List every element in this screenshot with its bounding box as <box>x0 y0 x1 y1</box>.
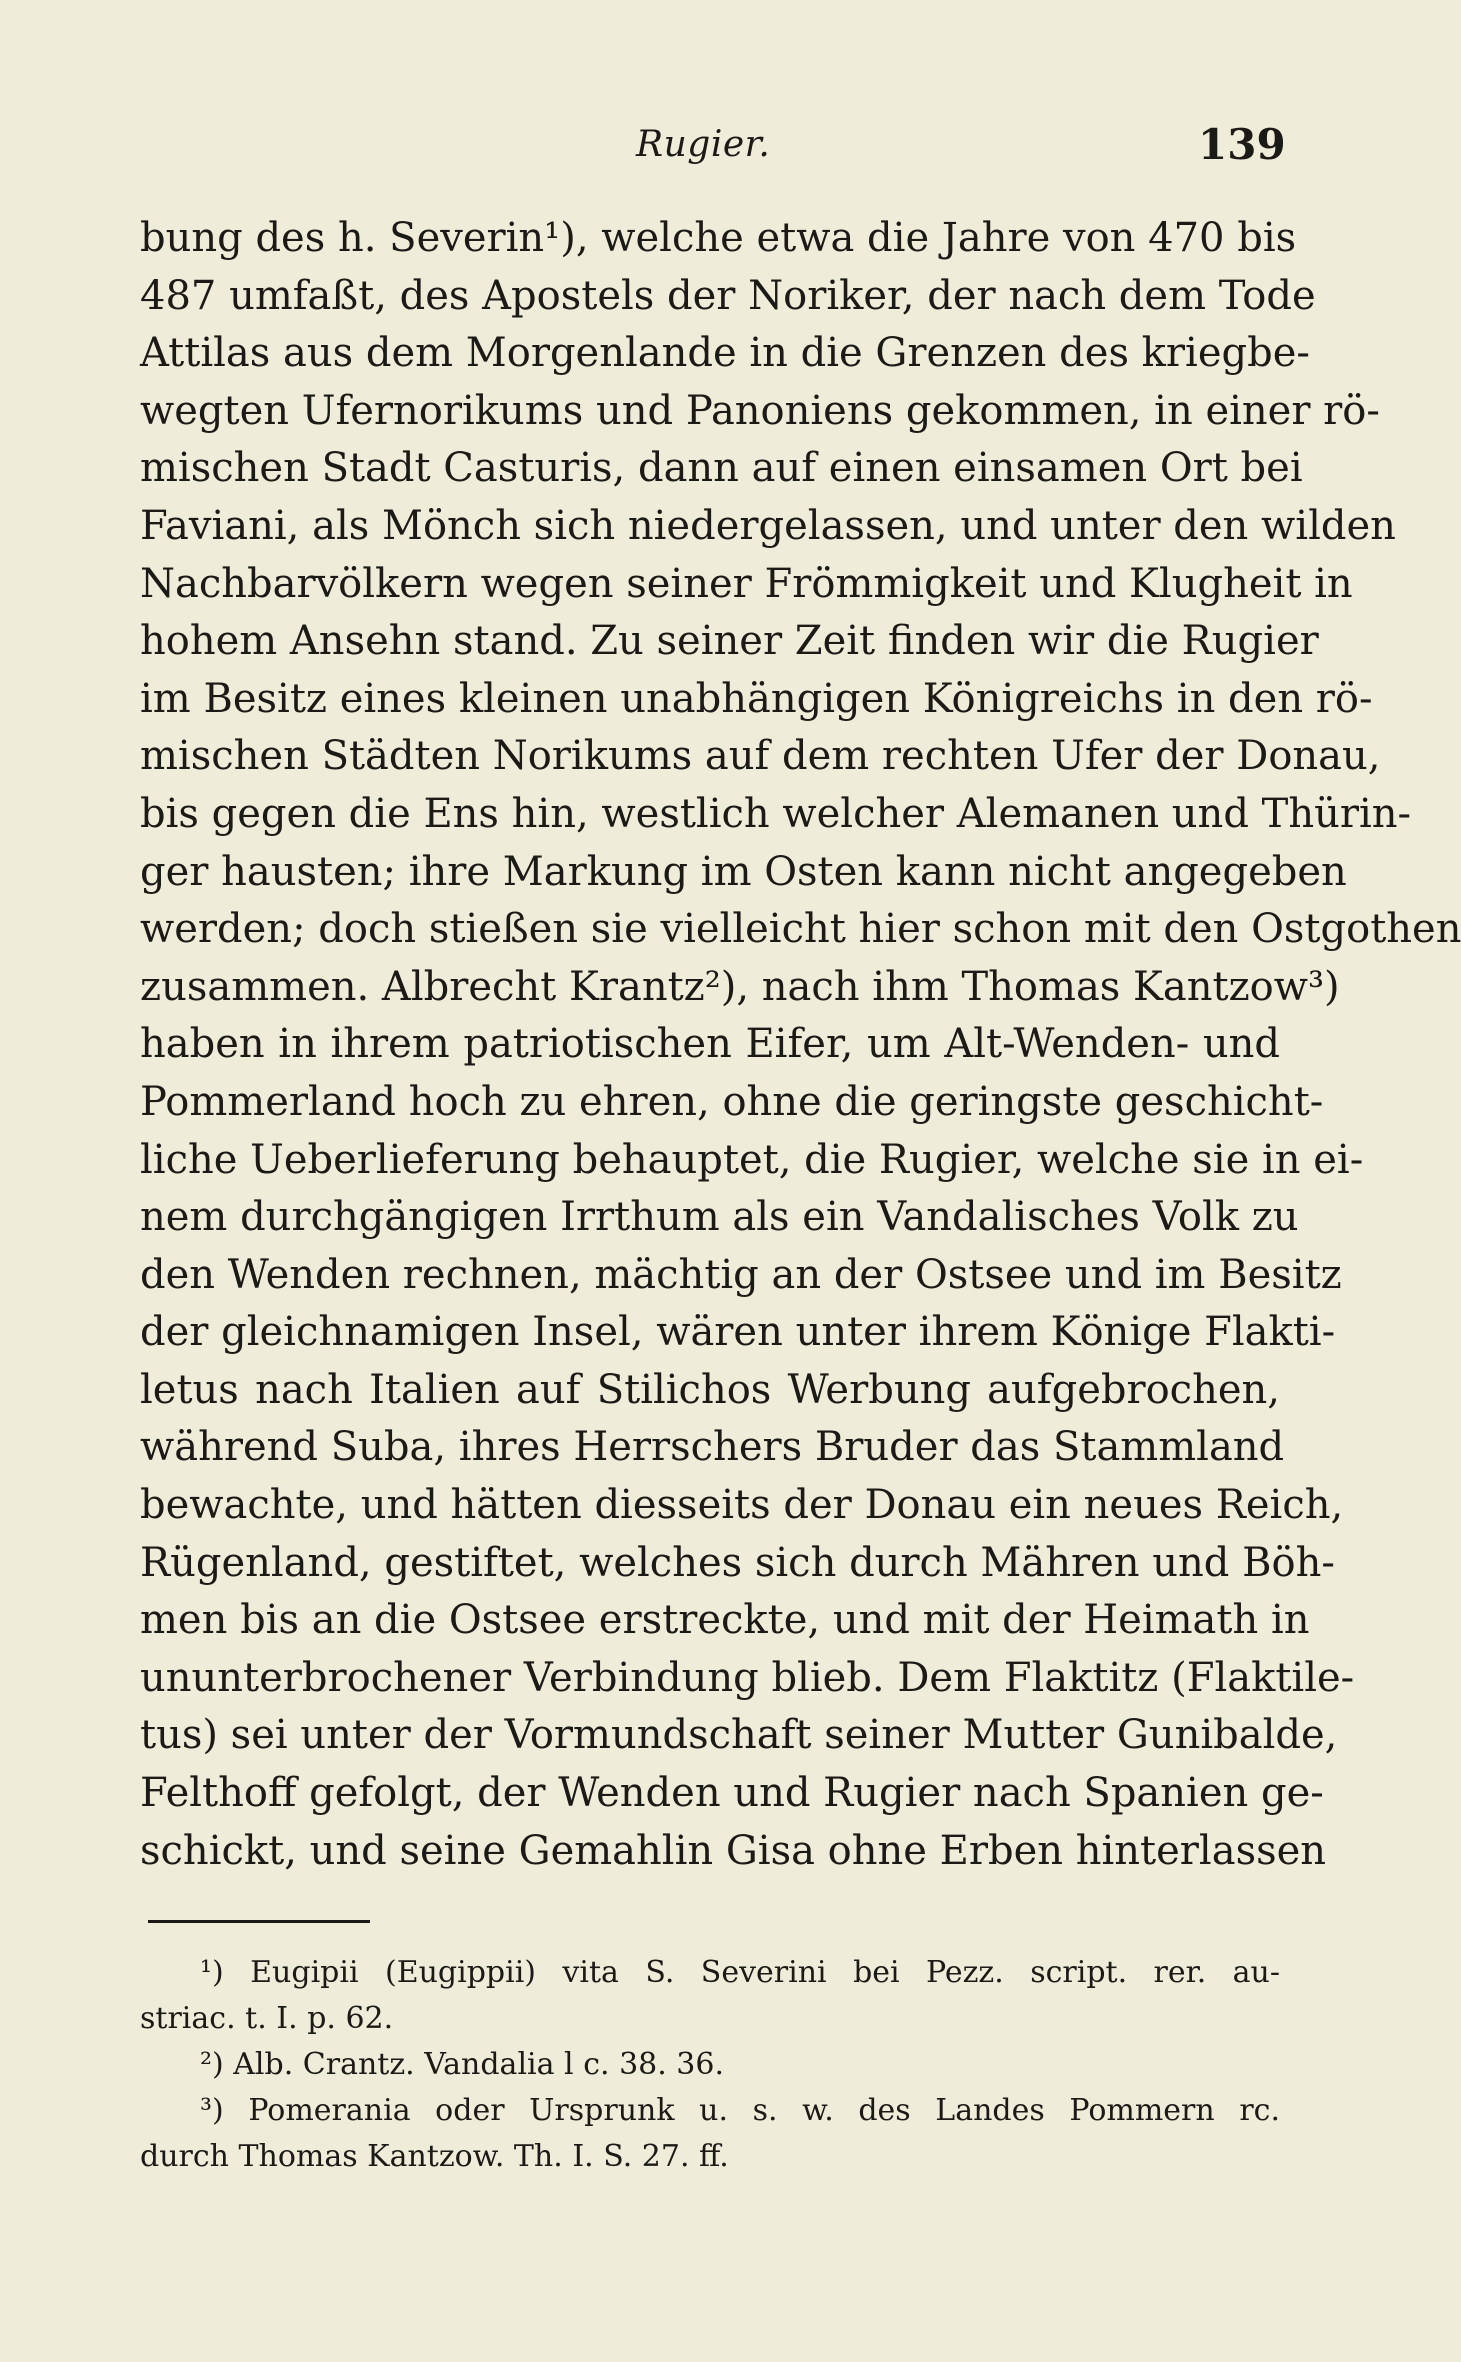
footnote-1-continued: striac. t. I. p. 62. <box>140 2001 394 2036</box>
footnote-1: ¹) Eugipii (Eugippii) vita S. Severini bei Pezz. script. rer. au- <box>200 1955 1280 1990</box>
text-line: schickt, und seine Gemahlin Gisa ohne Erben hinterlassen <box>140 1827 1327 1874</box>
text-line: liche Ueberlieferung behauptet, die Rugier, welche sie in ei- <box>140 1136 1364 1183</box>
body-text <box>140 210 1461 1880</box>
text-line: haben in ihrem patriotischen Eifer, um Alt-Wenden- und <box>140 1021 1280 1068</box>
text-line: hohem Ansehn stand. Zu seiner Zeit finden wir die Rugier <box>140 618 1319 665</box>
text-line: bewachte, und hätten diesseits der Donau ein neues Reich, <box>140 1482 1344 1529</box>
text-line: Attilas aus dem Morgenlande in die Grenzen des kriegbe- <box>140 330 1310 377</box>
running-head <box>0 120 1417 180</box>
text-line: mischen Stadt Casturis, dann auf einen einsamen Ort bei <box>140 445 1303 492</box>
text-line: letus nach Italien auf Stilichos Werbung aufgebrochen, <box>140 1366 1280 1413</box>
text-line: den Wenden rechnen, mächtig an der Ostsee und im Besitz <box>140 1251 1342 1298</box>
text-line: bis gegen die Ens hin, westlich welcher Alemanen und Thürin- <box>140 790 1412 837</box>
text-line: ger hausten; ihre Markung im Osten kann nicht angegeben <box>140 848 1347 895</box>
text-line: Felthoff gefolgt, der Wenden und Rugier nach Spanien ge- <box>140 1770 1324 1817</box>
text-line: der gleichnamigen Insel, wären unter ihrem Könige Flakti- <box>140 1309 1336 1356</box>
footnotes <box>140 1950 1280 2180</box>
text-line: ununterbrochener Verbindung blieb. Dem Flaktitz (Flaktile- <box>140 1654 1355 1701</box>
footnote-3: ³) Pomerania oder Ursprunk u. s. w. des Landes Pommern rc. <box>200 2093 1280 2128</box>
text-line: tus) sei unter der Vormundschaft seiner Mutter Gunibalde, <box>140 1712 1338 1759</box>
text-line: während Suba, ihres Herrschers Bruder das Stammland <box>140 1424 1285 1471</box>
text-line: Faviani, als Mönch sich niedergelassen, und unter den wilden <box>140 502 1396 549</box>
text-line: Rügenland, gestiftet, welches sich durch Mähren und Böh- <box>140 1539 1335 1586</box>
footnote-rule <box>148 1920 370 1923</box>
text-line: 487 umfaßt, des Apostels der Noriker, der nach dem Tode <box>140 272 1316 319</box>
text-line: nem durchgängigen Irrthum als ein Vandalisches Volk zu <box>140 1194 1299 1241</box>
page-number: 139 <box>1198 120 1286 169</box>
running-title: Rugier. <box>636 124 771 165</box>
text-line: werden; doch stießen sie vielleicht hier schon mit den Ostgothen <box>140 906 1461 953</box>
text-line: zusammen. Albrecht Krantz²), nach ihm Thomas Kantzow³) <box>140 963 1340 1010</box>
text-line: im Besitz eines kleinen unabhängigen Königreichs in den rö- <box>140 675 1373 722</box>
footnote-3-continued: durch Thomas Kantzow. Th. I. S. 27. ff. <box>140 2139 729 2174</box>
text-line: Pommerland hoch zu ehren, ohne die geringste geschicht- <box>140 1078 1324 1125</box>
text-line: men bis an die Ostsee erstreckte, und mit der Heimath in <box>140 1597 1310 1644</box>
footnote-2: ²) Alb. Crantz. Vandalia l c. 38. 36. <box>200 2047 725 2082</box>
text-line: mischen Städten Norikums auf dem rechten Ufer der Donau, <box>140 733 1381 780</box>
text-line: wegten Ufernorikums und Panoniens gekommen, in einer rö- <box>140 387 1380 434</box>
text-line: Nachbarvölkern wegen seiner Frömmigkeit und Klugheit in <box>140 560 1353 607</box>
text-line: bung des h. Severin¹), welche etwa die Jahre von 470 bis <box>140 215 1297 261</box>
